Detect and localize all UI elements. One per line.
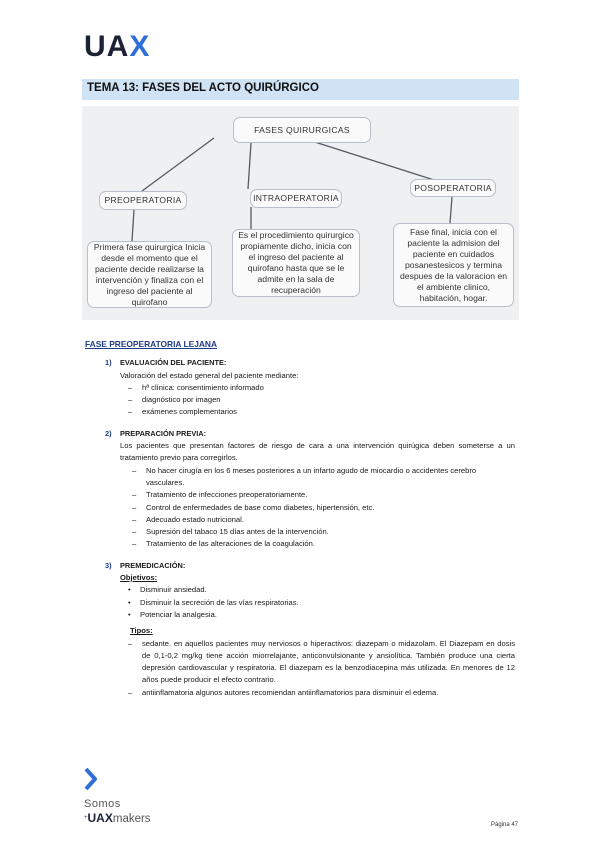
connector-root-intra xyxy=(248,143,251,189)
chapter-title-bar xyxy=(82,79,519,100)
footer-line2: +UAXmakers xyxy=(84,811,151,825)
tipos-heading: Tipos: xyxy=(130,626,153,636)
document-body xyxy=(85,338,515,699)
desc-preoperatoria: Primera fase quirurgica Inicia desde el momento que el paciente decide realizarse la intervención y finaliza con el ingreso del paciente al quirofano xyxy=(87,241,212,308)
list-item: – sedante. en aquellos pacientes muy nerviosos o hiperactivos: diazepam o midazolam. El Diazepam en dosis de 0,1-0,2 mg/kg tiene acción miorrelajante, anticonvulsionante y ansiolítica. También produce una cierta depresión cardiovascular y respiratoria. El diazepam es la benzodiacepina más utilizada. En menores de 12 años puede producir el efecto contrario. xyxy=(128,638,515,685)
heading-premedicacion: 3) PREMEDICACIÓN: xyxy=(105,560,186,570)
heading-evaluacion: 1) EVALUACIÓN DEL PACIENTE: xyxy=(105,358,227,368)
root-node: FASES QUIRURGICAS xyxy=(233,117,371,143)
desc-posoperatoria: Fase final, inicia con el paciente la admision del paciente en cuidados posanestesicos y termina despues de la valoracion en el ambiente clinico, habitación, hogar. xyxy=(393,223,514,307)
objetivos-heading: Objetivos: xyxy=(120,573,158,583)
heading-preparacion: 2) PREPARACIÓN PREVIA: xyxy=(105,428,207,438)
list-item: • Potenciar la analgesia. xyxy=(128,609,217,619)
preparacion-intro: Los pacientes que presentan factores de riesgo de cara a una intervención quirúgica deben someterse a un tratamiento previo para corregirlos. xyxy=(120,441,515,463)
desc-intraoperatoria: Es el procedimiento quirurgico propiamente dicho, inicia con el ingreso del paciente al quirofano hasta que se le admite en la sala de recuperación xyxy=(232,229,360,297)
uax-logo: UAX xyxy=(84,30,151,63)
list-item: – Adecuado estado nutricional. xyxy=(132,514,244,524)
connector-pre-desc xyxy=(132,210,134,241)
list-item: – hª clínica: consentimiento informado xyxy=(128,382,264,392)
list-item: – Control de enfermedades de base como diabetes, hipertensión, etc. xyxy=(132,502,375,512)
list-item: – antiinflamatoria algunos autores recomiendan antiinflamatorios para disminuir el edema. xyxy=(128,687,439,697)
chapter-title: TEMA 13: FASES DEL ACTO QUIRÚRGICO xyxy=(87,82,319,94)
node-intraoperatoria: INTRAOPERATORIA xyxy=(250,189,342,208)
node-preoperatoria: PREOPERATORIA xyxy=(99,191,187,210)
connector-root-pre xyxy=(142,138,214,191)
section-heading: FASE PREOPERATORIA LEJANA xyxy=(85,339,218,349)
node-posoperatoria: POSOPERATORIA xyxy=(410,179,496,197)
footer-line1: Somos xyxy=(84,798,121,810)
list-item: • Disminuir ansiedad. xyxy=(128,585,207,595)
list-item: • Disminuir la secreción de las vías respiratorias. xyxy=(128,597,299,607)
page-number: Página 47 xyxy=(491,822,519,828)
connector-pos-desc xyxy=(450,197,452,223)
list-item: – diagnóstico por imagen xyxy=(128,395,221,405)
phases-diagram xyxy=(82,106,519,320)
footer-brand xyxy=(84,798,151,825)
chevron-right-icon xyxy=(84,768,98,790)
list-item: – No hacer cirugía en los 6 meses posteriores a un infarto agudo de miocardio o accidentes cerebro vasculares. xyxy=(132,465,477,487)
list-item: – Tratamiento de las alteraciones de la coagulación. xyxy=(132,539,315,549)
list-item: – exámenes complementarios xyxy=(128,407,237,417)
evaluacion-intro: Valoración del estado general del paciente mediante: xyxy=(120,370,299,380)
list-item: – Tratamiento de infecciones preoperatoriamente. xyxy=(132,490,308,500)
list-item: – Supresión del tabaco 15 días antes de la intervención. xyxy=(132,527,329,537)
